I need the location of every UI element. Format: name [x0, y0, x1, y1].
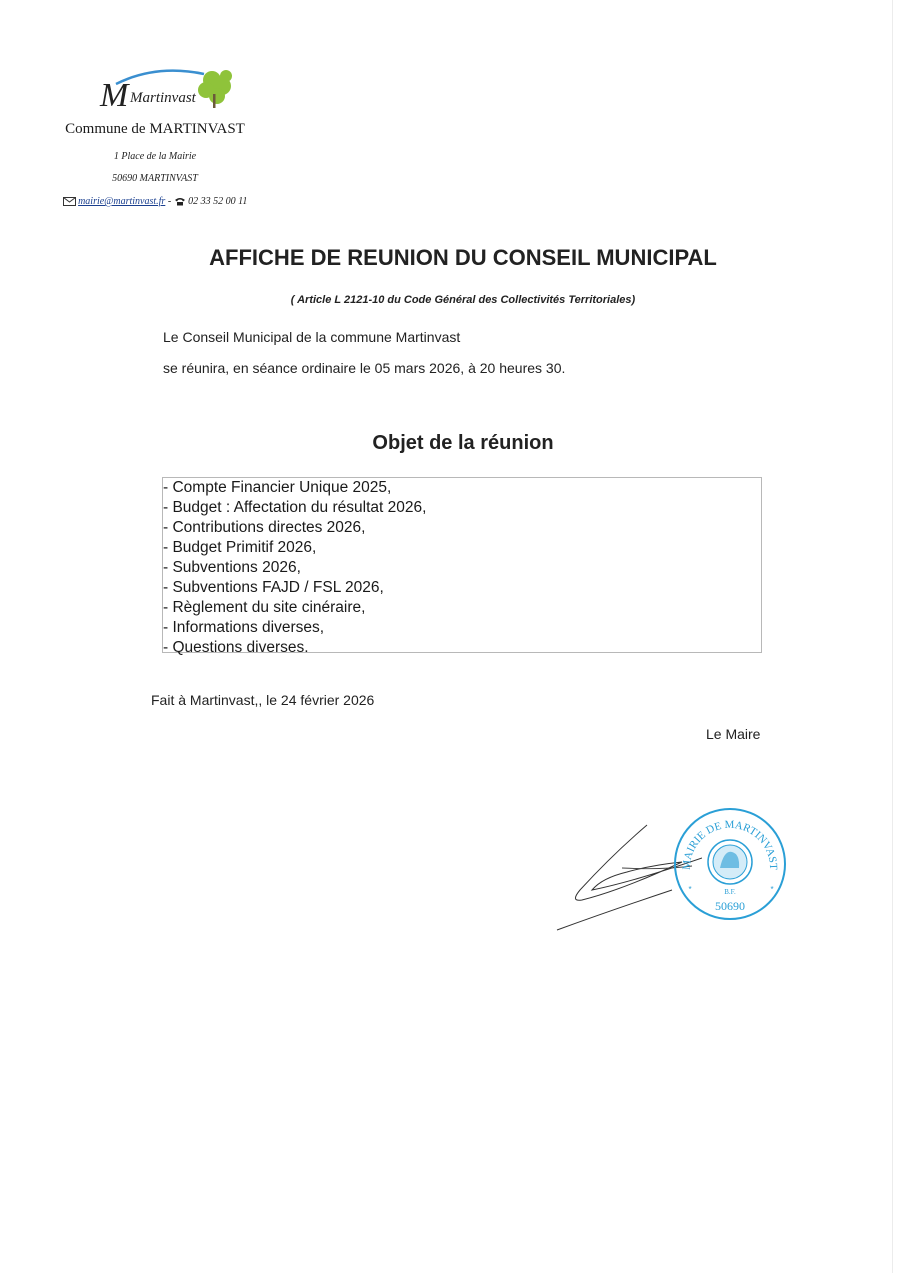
agenda-item: - Questions diverses. [163, 639, 309, 656]
stamp-star-right: * [770, 885, 774, 894]
commune-name: Commune de MARTINVAST [65, 121, 245, 137]
stamp-ring-text: MAIRIE DE MARTINVAST [680, 818, 780, 871]
phone-icon [174, 197, 186, 209]
agenda-item: - Subventions 2026, [163, 559, 301, 576]
envelope-icon [63, 197, 76, 209]
intro-line-1: Le Conseil Municipal de la commune Martinvast [163, 329, 461, 345]
signatory-label: Le Maire [706, 726, 761, 742]
agenda-item: - Budget : Affectation du résultat 2026, [163, 499, 427, 516]
scan-edge [892, 0, 893, 1273]
contact-line [30, 196, 280, 209]
martinvast-logo [96, 62, 236, 118]
stamp-star-left: * [688, 885, 692, 894]
address-line-1: 1 Place de la Mairie [113, 151, 197, 162]
agenda-item: - Contributions directes 2026, [163, 519, 366, 536]
agenda-item: - Subventions FAJD / FSL 2026, [163, 579, 384, 596]
agenda-item: - Compte Financier Unique 2025, [163, 479, 392, 496]
section-title: Objet de la réunion [372, 432, 554, 454]
svg-text:M: M [100, 77, 129, 114]
date-line: Fait à Martinvast,, le 24 février 2026 [151, 692, 375, 708]
page-title: AFFICHE DE REUNION DU CONSEIL MUNICIPAL [209, 245, 717, 270]
official-stamp [672, 806, 788, 922]
agenda-item: - Informations diverses, [163, 619, 325, 636]
agenda-item: - Budget Primitif 2026, [163, 539, 317, 556]
stamp-initials: B.F. [724, 888, 736, 896]
agenda-list [162, 477, 762, 656]
address-line-2: 50690 MARTINVAST [112, 173, 198, 184]
phone-number: 02 33 52 00 11 [188, 196, 248, 207]
email-link[interactable]: mairie@martinvast.fr [78, 196, 166, 207]
stamp-code: 50690 [715, 899, 745, 913]
logo-text: Martinvast [130, 90, 196, 106]
legal-reference: ( Article L 2121-10 du Code Général des Collectivités Territoriales) [290, 294, 636, 306]
agenda-item: - Règlement du site cinéraire, [163, 599, 366, 616]
intro-line-2: se réunira, en séance ordinaire le 05 mars 2026, à 20 heures 30. [163, 360, 566, 376]
contact-separator: - [165, 196, 174, 207]
